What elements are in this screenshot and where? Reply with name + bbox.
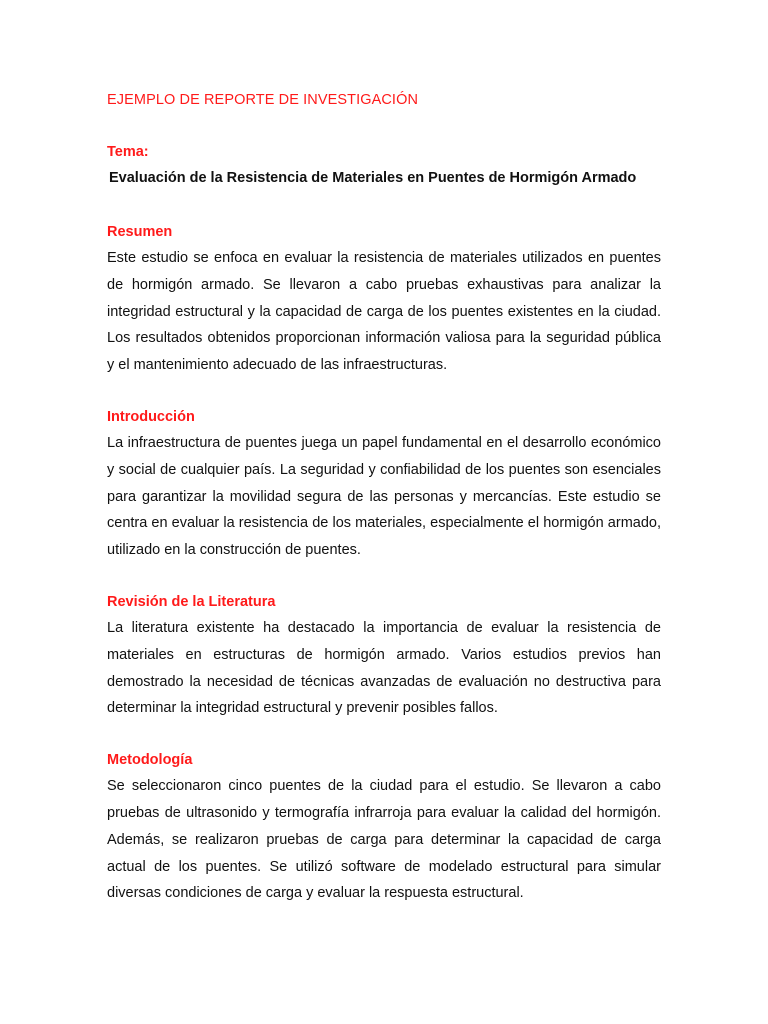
section-revision-literatura bbox=[107, 590, 661, 722]
section-introduccion bbox=[107, 405, 661, 564]
topic-label: Tema: bbox=[107, 144, 149, 160]
section-heading: Introducción bbox=[107, 408, 195, 425]
document-content bbox=[107, 88, 661, 933]
document-title: EJEMPLO DE REPORTE DE INVESTIGACIÓN bbox=[107, 92, 419, 108]
section-body: La literatura existente ha destacado la importancia de evaluar la resistencia de materiales en estructuras de hormigón armado. Varios estudios previos han demostrado la necesidad de técnicas avanzadas de evaluación no destructiva para determinar la integridad estructural y prevenir posibles fallos. bbox=[107, 619, 661, 717]
section-body: La infraestructura de puentes juega un papel fundamental en el desarrollo económico y social de cualquier país. La seguridad y confiabilidad de los puentes son esenciales para garantizar la movilidad segura de las personas y mercancías. Este estudio se centra en evaluar la resistencia de los materiales, especialmente el hormigón armado, utilizado en la construcción de puentes. bbox=[107, 434, 661, 559]
topic-title: Evaluación de la Resistencia de Materiales en Puentes de Hormigón Armado bbox=[109, 170, 637, 186]
section-heading: Metodología bbox=[107, 752, 193, 769]
section-metodologia bbox=[107, 748, 661, 907]
section-body: Este estudio se enfoca en evaluar la resistencia de materiales utilizados en puentes de hormigón armado. Se llevaron a cabo pruebas exhaustivas para analizar la integridad estructural y la capacidad de carga de los puentes existentes en la ciudad. Los resultados obtenidos proporcionan información valiosa para la seguridad pública y el mantenimiento adecuado de las infraestructuras. bbox=[107, 250, 661, 374]
section-heading: Revisión de la Literatura bbox=[107, 593, 276, 610]
section-body: Se seleccionaron cinco puentes de la ciudad para el estudio. Se llevaron a cabo pruebas de ultrasonido y termografía infrarroja para evaluar la calidad del hormigón. Además, se realizaron pruebas de carga para determinar la capacidad de carga actual de los puentes. Se utilizó software de modelado estructural para simular diversas condiciones de carga y evaluar la respuesta estructural. bbox=[107, 778, 661, 902]
section-resumen bbox=[107, 220, 661, 379]
section-heading: Resumen bbox=[107, 224, 173, 240]
